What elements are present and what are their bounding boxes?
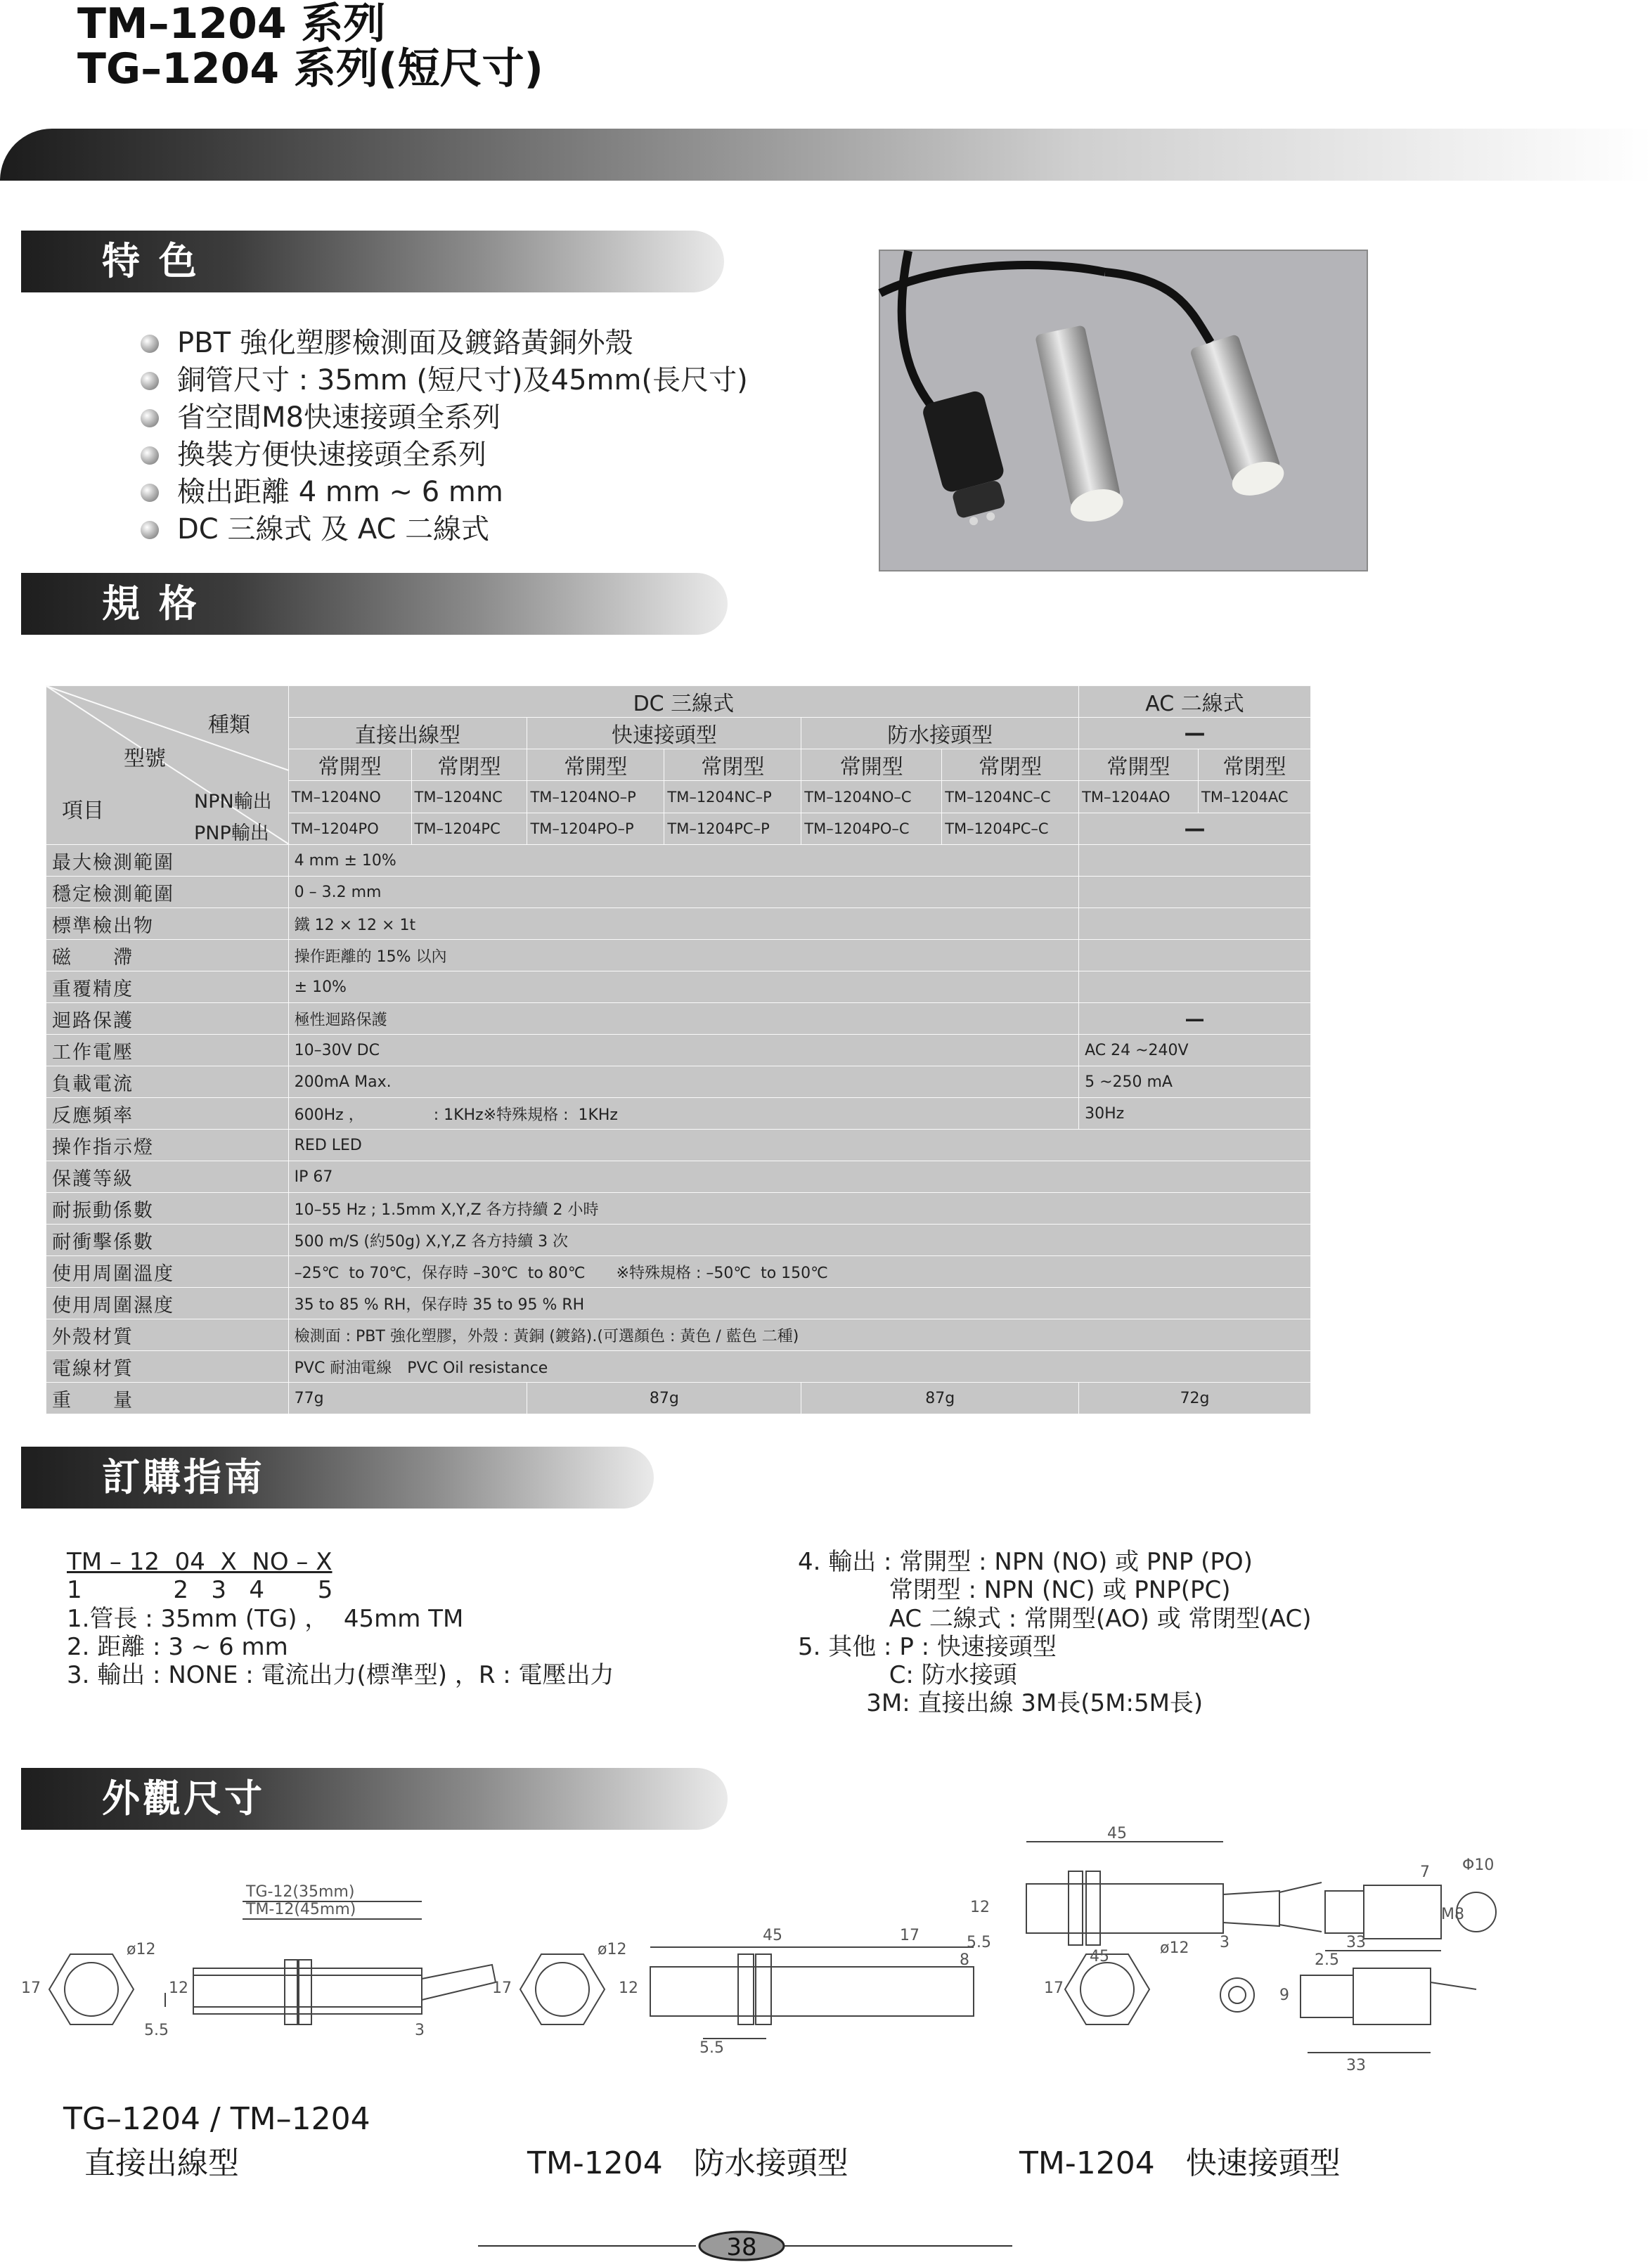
spec-value: 鐵 12 × 12 × 1t [288, 908, 1078, 940]
bullet-icon [141, 521, 159, 539]
model-pnp: TM–1204PC–C [942, 813, 1079, 845]
header-group-direct: 直接出線型 [288, 718, 527, 749]
dim-label: 7 [1420, 1864, 1430, 1881]
header-nc: 常閉型 [411, 749, 527, 781]
model-pnp: TM–1204PC–P [664, 813, 801, 845]
spec-value: RED LED [288, 1130, 1310, 1161]
dim-label: 12 [619, 1979, 638, 1997]
spec-item: 磁 滯 [46, 940, 289, 971]
dim-label: 8 [960, 1951, 969, 1969]
caption-quick: TM-1204 快速接頭型 [1019, 2145, 1341, 2181]
bullet-icon [141, 446, 159, 465]
dim-label: 33 [1346, 1934, 1366, 1951]
order-right-3: AC 二線式 : 常開型(AO) 或 常閉型(AC) [798, 1605, 1312, 1633]
spec-item: 使用周圍濕度 [46, 1288, 289, 1319]
table-corner-cell [46, 686, 289, 845]
dim-label: 5.5 [967, 1934, 991, 1951]
order-code: TM – 12 04 X NO – X [67, 1548, 333, 1576]
corner-item: 項目 [62, 799, 104, 823]
dimension-drawings [0, 1825, 1652, 2102]
spec-ac-value [1079, 908, 1311, 940]
dim-label: 3 [1220, 1934, 1230, 1951]
spec-item: 最大檢測範圍 [46, 845, 289, 877]
dim-label: 17 [900, 1927, 919, 1944]
spec-value: 4 mm ± 10% [288, 845, 1078, 877]
header-no: 常開型 [288, 749, 411, 781]
feature-item: 銅管尺寸 : 35mm (短尺寸)及45mm(長尺寸) [141, 362, 748, 399]
spec-item: 標準檢出物 [46, 908, 289, 940]
header-nc: 常閉型 [664, 749, 801, 781]
order-left-2: 2. 距離 : 3 ~ 6 mm [67, 1633, 288, 1661]
dim-label: 45 [763, 1927, 782, 1944]
order-left-1: 1.管長 : 35mm (TG) ， 45mm TM [67, 1605, 464, 1633]
section-header-features [21, 231, 724, 292]
dim-label: ø12 [1160, 1939, 1189, 1957]
model-npn: TM–1204NC–C [942, 781, 1079, 813]
spec-ac-value [1079, 971, 1311, 1003]
model-npn: TM–1204AC [1199, 781, 1311, 813]
bullet-icon [141, 409, 159, 427]
dim-label: 45 [1090, 1948, 1109, 1965]
header-no: 常開型 [527, 749, 664, 781]
header-ac-dash: — [1079, 718, 1311, 749]
model-npn: TM–1204AO [1079, 781, 1199, 813]
dim-label: 33 [1346, 2057, 1366, 2074]
corner-model: 型號 [124, 747, 166, 771]
spec-ac-value: 30Hz [1079, 1098, 1311, 1130]
model-pnp: TM–1204PO–C [801, 813, 942, 845]
spec-value: 0 – 3.2 mm [288, 877, 1078, 908]
header-nc: 常閉型 [942, 749, 1079, 781]
drawing-direct-out [49, 1901, 496, 2024]
feature-item: PBT 強化塑膠檢測面及鍍鉻黃銅外殼 [141, 325, 748, 362]
dim-label: 17 [492, 1979, 512, 1997]
page-number-badge [478, 2232, 1012, 2260]
model-npn: TM–1204NC [411, 781, 527, 813]
dim-label: 5.5 [144, 2022, 169, 2039]
bullet-icon [141, 484, 159, 502]
spec-value: 500 m/S (約50g) X,Y,Z 各方持續 3 次 [288, 1225, 1310, 1256]
dim-label: 12 [169, 1979, 188, 1997]
spec-item: 耐振動係數 [46, 1193, 289, 1225]
spec-value: 極性迴路保護 [288, 1003, 1078, 1035]
feature-list [141, 325, 748, 548]
section-title: 特 色 [102, 239, 200, 283]
spec-table [46, 685, 1311, 1414]
corner-npn: NPN輸出 [194, 791, 272, 813]
spec-item: 外殼材質 [46, 1319, 289, 1351]
spec-ac-value: 5 ~250 mA [1079, 1066, 1311, 1098]
spec-item: 耐衝擊係數 [46, 1225, 289, 1256]
spec-item: 保護等級 [46, 1161, 289, 1193]
header-gradient-bar [0, 129, 1652, 181]
spec-value: 操作距離的 15% 以內 [288, 940, 1078, 971]
dim-label: TM-12(45mm) [246, 1901, 356, 1918]
spec-ac-value [1079, 940, 1311, 971]
pnp-ac-dash: — [1079, 813, 1311, 845]
spec-value: 10–55 Hz ; 1.5mm X,Y,Z 各方持續 2 小時 [288, 1193, 1310, 1225]
spec-item: 反應頻率 [46, 1098, 289, 1130]
dim-label: 5.5 [699, 2039, 724, 2057]
order-right-1: 4. 輸出 : 常開型 : NPN (NO) 或 PNP (PO) [798, 1548, 1253, 1576]
caption-waterproof: TM-1204 防水接頭型 [527, 2145, 848, 2181]
dim-label: 2.5 [1315, 1951, 1339, 1969]
spec-value: PVC 耐油電線 PVC Oil resistance [288, 1351, 1310, 1383]
corner-pnp: PNP輸出 [194, 822, 269, 844]
model-npn: TM–1204NC–P [664, 781, 801, 813]
header-nc: 常閉型 [1199, 749, 1311, 781]
order-right-4: 5. 其他 : P : 快速接頭型 [798, 1633, 1057, 1661]
header-no: 常開型 [1079, 749, 1199, 781]
caption-direct-model: TG–1204 / TM–1204 [63, 2101, 370, 2137]
spec-value: ± 10% [288, 971, 1078, 1003]
header-no: 常開型 [801, 749, 942, 781]
section-title: 外觀尺寸 [102, 1776, 265, 1821]
dim-label: 17 [21, 1979, 41, 1997]
spec-item: 迴路保護 [46, 1003, 289, 1035]
header-group-quick: 快速接頭型 [527, 718, 801, 749]
section-header-dimensions [21, 1768, 728, 1830]
model-pnp: TM–1204PO [288, 813, 411, 845]
spec-value: –25℃ to 70℃，保存時 –30℃ to 80℃ ※特殊規格 : –50℃ to 150℃ [288, 1256, 1310, 1288]
spec-ac-value [1079, 877, 1311, 908]
spec-item: 工作電壓 [46, 1035, 289, 1066]
spec-ac-value [1079, 845, 1311, 877]
dim-label: 12 [970, 1899, 990, 1916]
spec-value: 200mA Max. [288, 1066, 1078, 1098]
page-title-line1: TM–1204 系列 [77, 0, 386, 49]
caption-direct-type: 直接出線型 [84, 2145, 239, 2181]
section-title: 訂購指南 [102, 1455, 265, 1499]
order-right-2: 常閉型 : NPN (NC) 或 PNP(PC) [798, 1576, 1231, 1604]
section-title: 規 格 [102, 581, 200, 626]
dim-label: TG-12(35mm) [246, 1883, 355, 1901]
feature-item: 換裝方便快速接頭全系列 [141, 437, 748, 474]
feature-item: 省空間M8快速接頭全系列 [141, 399, 748, 437]
corner-kind: 種類 [208, 713, 250, 737]
spec-value: 檢測面 : PBT 強化塑膠，外殼 : 黃銅 (鍍鉻).(可選顏色 : 黃色 / 藍色 二種) [288, 1319, 1310, 1351]
page-number: 38 [726, 2233, 757, 2261]
spec-value: 35 to 85 % RH，保存時 35 to 95 % RH [288, 1288, 1310, 1319]
dim-label: M8 [1441, 1906, 1464, 1923]
section-header-specs [21, 573, 728, 635]
spec-item: 使用周圍溫度 [46, 1256, 289, 1288]
weight-value: 72g [1079, 1383, 1311, 1414]
dim-label: 45 [1107, 1825, 1127, 1842]
spec-item: 重 量 [46, 1383, 289, 1414]
spec-ac-value: AC 24 ~240V [1079, 1035, 1311, 1066]
drawing-waterproof [520, 1947, 974, 2039]
header-ac: AC 二線式 [1079, 686, 1311, 718]
dim-label: 17 [1044, 1979, 1064, 1997]
order-right-6: 3M: 直接出線 3M長(5M:5M長) [798, 1689, 1203, 1717]
dim-label: ø12 [127, 1941, 156, 1958]
order-code-index: 1 2 3 4 5 [67, 1576, 333, 1604]
model-npn: TM–1204NO [288, 781, 411, 813]
order-left-3: 3. 輸出 : NONE : 電流出力(標準型) ，R : 電壓出力 [67, 1661, 614, 1689]
dim-label: 9 [1279, 1987, 1289, 2004]
order-right-5: C: 防水接頭 [798, 1661, 1017, 1689]
spec-item: 穩定檢測範圍 [46, 877, 289, 908]
header-dc: DC 三線式 [288, 686, 1078, 718]
product-photo [879, 250, 1368, 571]
header-group-waterproof: 防水接頭型 [801, 718, 1079, 749]
model-pnp: TM–1204PC [411, 813, 527, 845]
model-npn: TM–1204NO–C [801, 781, 942, 813]
feature-item: DC 三線式 及 AC 二線式 [141, 511, 748, 548]
weight-value: 87g [527, 1383, 801, 1414]
feature-item: 檢出距離 4 mm ~ 6 mm [141, 474, 748, 511]
spec-value: 600Hz ， : 1KHz※特殊規格 : 1KHz [288, 1098, 1078, 1130]
dim-label: 3 [415, 2022, 425, 2039]
model-pnp: TM–1204PO–P [527, 813, 664, 845]
bullet-icon [141, 335, 159, 353]
bullet-icon [141, 372, 159, 390]
page-title-line2: TG–1204 系列(短尺寸) [77, 44, 543, 93]
dim-label: Φ10 [1462, 1856, 1495, 1874]
dim-label: ø12 [598, 1941, 627, 1958]
spec-value: IP 67 [288, 1161, 1310, 1193]
weight-value: 87g [801, 1383, 1079, 1414]
section-header-ordering [21, 1447, 654, 1509]
spec-ac-value: — [1079, 1003, 1311, 1035]
spec-item: 負載電流 [46, 1066, 289, 1098]
spec-item: 電線材質 [46, 1351, 289, 1383]
model-npn: TM–1204NO–P [527, 781, 664, 813]
spec-value: 10–30V DC [288, 1035, 1078, 1066]
spec-item: 操作指示燈 [46, 1130, 289, 1161]
spec-item: 重覆精度 [46, 971, 289, 1003]
weight-value: 77g [288, 1383, 527, 1414]
